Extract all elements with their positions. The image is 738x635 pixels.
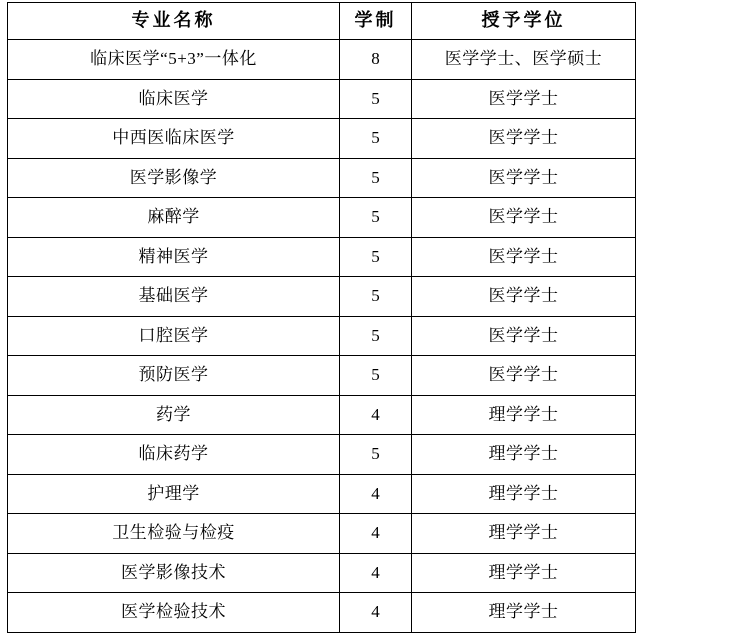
cell-years: 4 <box>340 553 412 593</box>
column-header-degree: 授予学位 <box>412 3 636 40</box>
table-body <box>8 40 636 633</box>
table-row <box>8 237 636 277</box>
cell-degree: 理学学士 <box>412 435 636 475</box>
cell-degree: 理学学士 <box>412 593 636 633</box>
cell-major-name: 麻醉学 <box>8 198 340 238</box>
cell-degree: 医学学士 <box>412 316 636 356</box>
cell-degree: 医学学士 <box>412 79 636 119</box>
cell-degree: 医学学士 <box>412 119 636 159</box>
column-header-major-name: 专业名称 <box>8 3 340 40</box>
cell-degree: 理学学士 <box>412 395 636 435</box>
table-row <box>8 79 636 119</box>
cell-major-name: 医学检验技术 <box>8 593 340 633</box>
table-row <box>8 435 636 475</box>
table-row <box>8 198 636 238</box>
cell-major-name: 精神医学 <box>8 237 340 277</box>
table-row <box>8 514 636 554</box>
cell-years: 8 <box>340 40 412 80</box>
cell-degree: 理学学士 <box>412 474 636 514</box>
cell-degree: 医学学士 <box>412 356 636 396</box>
cell-major-name: 药学 <box>8 395 340 435</box>
cell-degree: 医学学士 <box>412 198 636 238</box>
document-page <box>0 2 738 635</box>
cell-degree: 医学学士 <box>412 237 636 277</box>
majors-table <box>7 2 636 633</box>
cell-degree: 医学学士、医学硕士 <box>412 40 636 80</box>
cell-major-name: 中西医临床医学 <box>8 119 340 159</box>
table-row <box>8 158 636 198</box>
cell-years: 5 <box>340 198 412 238</box>
cell-degree: 医学学士 <box>412 277 636 317</box>
cell-degree: 理学学士 <box>412 514 636 554</box>
cell-years: 5 <box>340 435 412 475</box>
cell-major-name: 口腔医学 <box>8 316 340 356</box>
table-row <box>8 593 636 633</box>
cell-major-name: 预防医学 <box>8 356 340 396</box>
cell-major-name: 临床医学“5+3”一体化 <box>8 40 340 80</box>
table-row <box>8 119 636 159</box>
cell-years: 4 <box>340 593 412 633</box>
cell-major-name: 医学影像技术 <box>8 553 340 593</box>
cell-years: 5 <box>340 316 412 356</box>
cell-major-name: 医学影像学 <box>8 158 340 198</box>
cell-years: 5 <box>340 79 412 119</box>
column-header-years: 学制 <box>340 3 412 40</box>
table-row <box>8 316 636 356</box>
cell-years: 5 <box>340 277 412 317</box>
cell-years: 4 <box>340 474 412 514</box>
cell-years: 5 <box>340 237 412 277</box>
cell-years: 4 <box>340 514 412 554</box>
cell-major-name: 临床医学 <box>8 79 340 119</box>
cell-degree: 理学学士 <box>412 553 636 593</box>
table-row <box>8 40 636 80</box>
cell-major-name: 基础医学 <box>8 277 340 317</box>
table-row <box>8 553 636 593</box>
table-row <box>8 356 636 396</box>
table-row <box>8 474 636 514</box>
cell-major-name: 护理学 <box>8 474 340 514</box>
table-row <box>8 277 636 317</box>
cell-years: 4 <box>340 395 412 435</box>
cell-years: 5 <box>340 356 412 396</box>
cell-years: 5 <box>340 119 412 159</box>
table-header-row <box>8 3 636 40</box>
cell-major-name: 临床药学 <box>8 435 340 475</box>
cell-degree: 医学学士 <box>412 158 636 198</box>
cell-years: 5 <box>340 158 412 198</box>
cell-major-name: 卫生检验与检疫 <box>8 514 340 554</box>
table-header <box>8 3 636 40</box>
table-row <box>8 395 636 435</box>
